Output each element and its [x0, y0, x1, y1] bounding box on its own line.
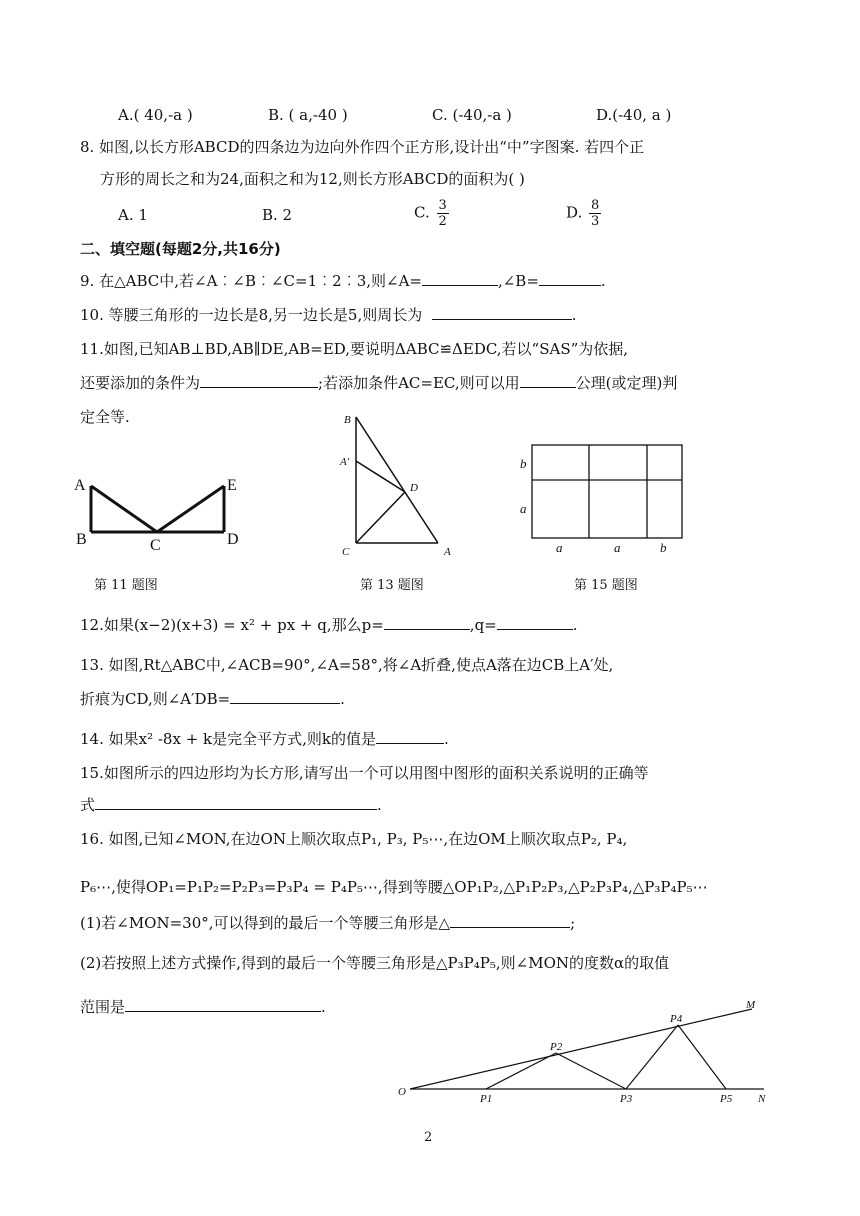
fig13-segment-a-prime-d: [356, 461, 405, 492]
q11-blank-a[interactable]: [200, 373, 318, 388]
q7-option-c: C. (-40,-a ): [432, 106, 512, 124]
q8-option-c: [414, 198, 449, 229]
q15-text-a: 式: [80, 796, 96, 814]
fig16-ray-om: [410, 1009, 752, 1089]
q12: [80, 614, 578, 635]
fig16-label-p4: P4: [670, 1013, 683, 1025]
q11-line2: [80, 372, 677, 393]
q8-line1: 8. 如图,以长方形ABCD的四条边为边向外作四个正方形,设计出“中”字图案. 若四个正: [80, 138, 645, 156]
q12-text-a: 12.如果(x−2)(x+3) = x² + px + q,那么p=: [80, 616, 384, 634]
q8-line2: 方形的周长之和为24,面积之和为12,则长方形ABCD的面积为( ): [100, 170, 525, 188]
fig15-label-a-bottom-1: a: [556, 540, 563, 555]
q9: [80, 270, 606, 291]
fig13-label-c: C: [342, 546, 350, 558]
fig13-segment-ba: [356, 417, 438, 543]
fig16-label-n: N: [758, 1093, 766, 1105]
q7-option-b: B. ( a,-40 ): [268, 106, 348, 124]
q9-text-a: 9. 在△ABC中,若∠A︰∠B︰∠C=1︰2︰3,则∠A=: [80, 272, 422, 290]
q13-text-a: 折痕为CD,则∠A′DB=: [80, 690, 231, 708]
figure-15-caption: 第 15 题图: [574, 578, 638, 593]
q9-text-c: .: [600, 272, 606, 290]
q8-option-d-denominator: 3: [591, 214, 600, 229]
section-2-heading: 二、填空题(每题2分,共16分): [80, 240, 281, 258]
q8-option-c-numerator: 3: [438, 198, 447, 213]
fig16-segment-p2p3: [556, 1053, 626, 1089]
q14: [80, 728, 449, 749]
q16-line2: P₆⋯,使得OP₁=P₁P₂=P₂P₃=P₃P₄ = P₄P₅⋯,得到等腰△OP₁P₂,△P₁P₂P₃,△P₂P₃P₄,△P₃P₄P₅⋯: [80, 878, 708, 896]
fig11-label-a: A: [74, 477, 86, 494]
fig15-label-a-left: a: [520, 501, 527, 516]
q16-sub1-text-a: (1)若∠MON=30°,可以得到的最后一个等腰三角形是△: [80, 914, 451, 932]
q14-text-b: .: [444, 730, 449, 748]
fig15-label-b-bottom: b: [660, 540, 667, 555]
fig13-label-b: B: [344, 414, 351, 426]
fig16-segment-p1p2: [486, 1053, 556, 1089]
q16-sub2-text-b: .: [321, 998, 326, 1016]
q15-blank[interactable]: [95, 795, 377, 810]
q13-line1: 13. 如图,Rt△ABC中,∠ACB=90°,∠A=58°,将∠A折叠,使点A落在边CB上A′处,: [80, 656, 614, 674]
figure-13: [330, 405, 465, 563]
q9-blank-b[interactable]: [539, 271, 601, 286]
q13-blank[interactable]: [230, 689, 340, 704]
fig13-label-d: D: [410, 482, 418, 494]
q9-text-b: ,∠B=: [497, 272, 539, 290]
fig11-label-e: E: [227, 477, 237, 494]
fig16-label-m: M: [746, 999, 756, 1011]
fig13-label-a-prime: A': [340, 456, 350, 468]
q7-option-d: D.(-40, a ): [596, 106, 672, 124]
q8-option-d-label: D.: [566, 203, 583, 222]
fig11-segment-ac: [91, 486, 157, 532]
fig16-segment-p3p4: [626, 1025, 678, 1089]
q15-line1: 15.如图所示的四边形均为长方形,请写出一个可以用图中图形的面积关系说明的正确等: [80, 764, 649, 782]
fig15-outer-rectangle: [532, 445, 682, 538]
q16-line1: 16. 如图,已知∠MON,在边ON上顺次取点P₁, P₃, P₅⋯,在边OM上顺次取点P₂, P₄,: [80, 830, 628, 848]
q8-option-c-label: C.: [414, 203, 430, 222]
q10-text-a: 10. 等腰三角形的一边长是8,另一边长是5,则周长为: [80, 306, 423, 324]
q15-line2: [80, 794, 382, 815]
q16-sub2: (2)若按照上述方式操作,得到的最后一个等腰三角形是△P₃P₄P₅,则∠MON的度数α的取值: [80, 954, 670, 972]
fig11-label-b: B: [76, 531, 87, 548]
q16-sub2-text-a: 范围是: [80, 998, 126, 1016]
fig13-segment-cd: [356, 492, 405, 543]
q13-text-b: .: [340, 690, 345, 708]
page-number: 2: [424, 1130, 433, 1145]
q13-line2: [80, 688, 345, 709]
q8-option-d-numerator: 8: [591, 198, 600, 213]
q10: [80, 304, 577, 325]
figure-11-caption: 第 11 题图: [94, 578, 158, 593]
fig11-label-d: D: [227, 531, 239, 548]
q11-line1: 11.如图,已知AB⊥BD,AB∥DE,AB=ED,要说明ΔABC≌ΔEDC,若以“SAS”为依据,: [80, 340, 629, 358]
fig15-label-a-bottom-2: a: [614, 540, 621, 555]
q16-sub1: [80, 912, 575, 933]
q12-blank-q[interactable]: [497, 615, 573, 630]
q11-blank-b[interactable]: [520, 373, 576, 388]
q12-text-b: ,q=: [469, 616, 497, 634]
fig16-label-p2: P2: [550, 1041, 563, 1053]
q8-option-d-fraction: [589, 198, 601, 229]
q9-blank-a[interactable]: [422, 271, 498, 286]
q11-line3: 定全等.: [80, 408, 130, 426]
fig16-segment-p4p5: [678, 1025, 726, 1089]
q16-sub2-blank[interactable]: [125, 997, 321, 1012]
q14-blank[interactable]: [376, 729, 444, 744]
figure-13-caption: 第 13 题图: [360, 578, 424, 593]
q11-text-c: 公理(或定理)判: [575, 374, 678, 392]
q12-blank-p[interactable]: [384, 615, 470, 630]
fig11-label-c: C: [150, 537, 161, 554]
fig16-label-p3: P3: [620, 1093, 633, 1105]
q8-option-d: [566, 198, 601, 229]
q16-sub2-line2: [80, 996, 326, 1017]
figure-15: [510, 440, 690, 558]
q10-text-b: .: [571, 306, 577, 324]
fig15-label-b-left: b: [520, 456, 527, 471]
figure-16: [396, 996, 776, 1106]
q11-text-b: ;若添加条件AC=EC,则可以用: [318, 374, 520, 392]
fig16-label-p5: P5: [720, 1093, 733, 1105]
q16-sub1-text-b: ;: [570, 914, 576, 932]
q8-option-c-fraction: [437, 198, 449, 229]
q10-blank[interactable]: [432, 305, 572, 320]
fig16-label-p1: P1: [480, 1093, 493, 1105]
figure-11: [70, 470, 270, 555]
q8-option-c-denominator: 2: [438, 214, 447, 229]
q8-option-a: A. 1: [118, 206, 148, 224]
fig11-segment-ce: [157, 486, 224, 532]
q15-text-b: .: [377, 796, 382, 814]
q8-option-b: B. 2: [262, 206, 293, 224]
q12-text-c: .: [572, 616, 578, 634]
fig13-label-a: A: [444, 546, 451, 558]
q7-option-a: A.( 40,-a ): [118, 106, 193, 124]
q14-text-a: 14. 如果x² -8x + k是完全平方式,则k的值是: [80, 730, 376, 748]
q11-text-a: 还要添加的条件为: [80, 374, 201, 392]
fig16-label-o: O: [398, 1086, 406, 1098]
q16-sub1-blank[interactable]: [450, 913, 570, 928]
